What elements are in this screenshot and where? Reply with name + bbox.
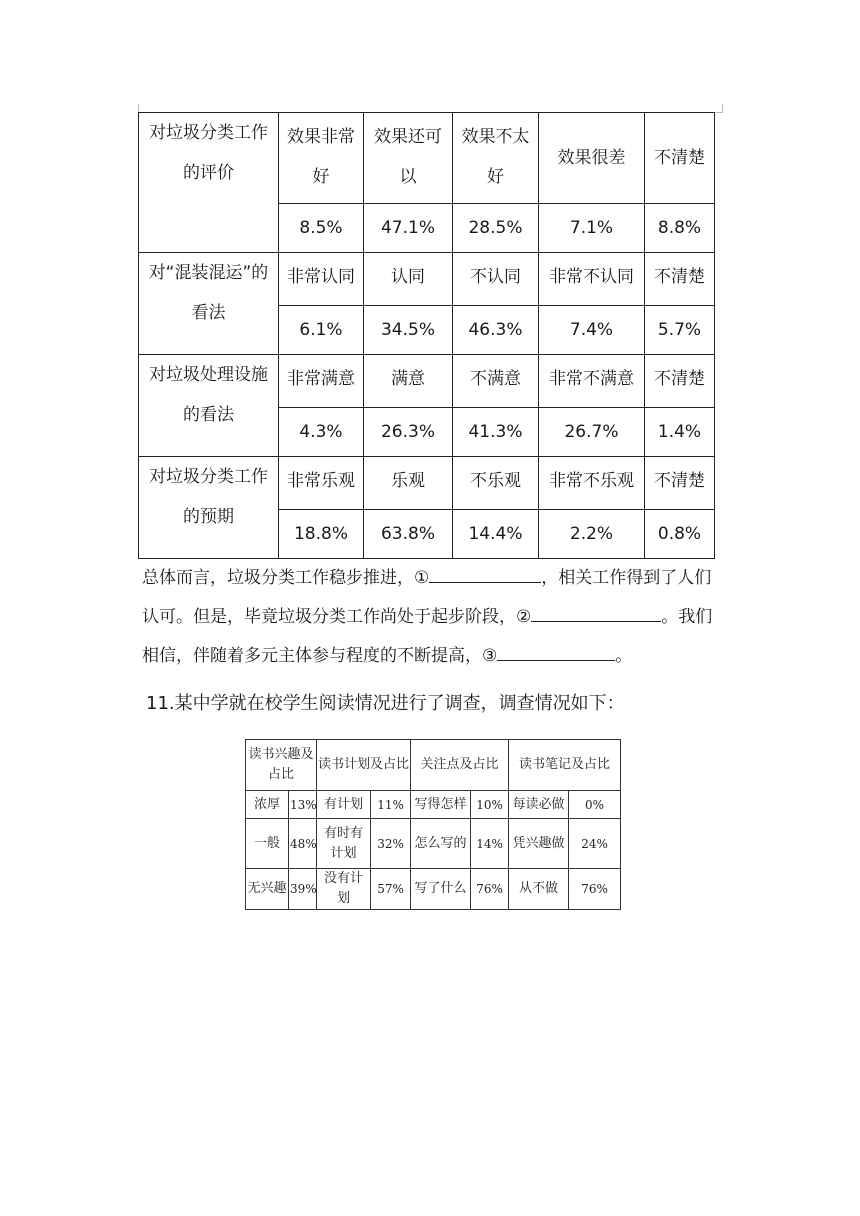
reading-cell: 凭兴趣做 (509, 819, 569, 869)
survey-option: 不清楚 (645, 457, 715, 510)
survey-value: 63.8% (364, 510, 453, 559)
survey-category: 对垃圾处理设施的看法 (139, 355, 279, 457)
reading-cell: 76% (471, 869, 509, 910)
reading-cell: 32% (371, 819, 411, 869)
survey-options-row (139, 355, 715, 408)
reading-cell: 13% (289, 791, 317, 819)
survey-option: 不认同 (453, 253, 539, 306)
survey-value: 0.8% (645, 510, 715, 559)
reading-cell: 无兴趣 (246, 869, 289, 910)
survey-option: 认同 (364, 253, 453, 306)
survey-option: 效果不太好 (453, 113, 539, 204)
survey-value: 26.3% (364, 408, 453, 457)
reading-header: 读书兴趣及占比 (246, 740, 317, 791)
survey-value: 5.7% (645, 306, 715, 355)
survey-value: 1.4% (645, 408, 715, 457)
reading-cell: 从不做 (509, 869, 569, 910)
reading-header-row (246, 740, 621, 791)
reading-cell: 每读必做 (509, 791, 569, 819)
reading-cell: 76% (569, 869, 621, 910)
reading-header: 关注点及占比 (411, 740, 509, 791)
survey-value: 7.4% (539, 306, 645, 355)
survey-option: 满意 (364, 355, 453, 408)
reading-cell: 写得怎样 (411, 791, 471, 819)
reading-cell: 10% (471, 791, 509, 819)
survey-option: 非常认同 (279, 253, 364, 306)
paragraph-text: ，相关工作得到了人们 (541, 568, 712, 588)
reading-cell: 一般 (246, 819, 289, 869)
answer-blank-3[interactable] (497, 640, 615, 661)
survey-value: 28.5% (453, 204, 539, 253)
reading-cell: 有时有计划 (317, 819, 371, 869)
paragraph-text: 。 (615, 646, 633, 666)
survey-value: 2.2% (539, 510, 645, 559)
reading-header: 读书计划及占比 (317, 740, 411, 791)
survey-value: 26.7% (539, 408, 645, 457)
survey-option: 不清楚 (645, 253, 715, 306)
reading-row (246, 869, 621, 910)
survey-option: 不满意 (453, 355, 539, 408)
survey-value: 47.1% (364, 204, 453, 253)
survey-option: 非常不认同 (539, 253, 645, 306)
survey-options-row (139, 457, 715, 510)
reading-cell: 写了什么 (411, 869, 471, 910)
survey-value: 7.1% (539, 204, 645, 253)
survey-value: 8.5% (279, 204, 364, 253)
reading-cell: 11% (371, 791, 411, 819)
survey-value: 34.5% (364, 306, 453, 355)
survey-option: 效果还可以 (364, 113, 453, 204)
survey-option: 不乐观 (453, 457, 539, 510)
garbage-survey-table (138, 112, 715, 559)
survey-value: 46.3% (453, 306, 539, 355)
answer-blank-1[interactable] (429, 562, 541, 583)
reading-cell: 57% (371, 869, 411, 910)
survey-option: 效果非常好 (279, 113, 364, 204)
reading-row (246, 819, 621, 869)
survey-category: 对垃圾分类工作的评价 (139, 113, 279, 253)
reading-cell: 14% (471, 819, 509, 869)
survey-options-row (139, 253, 715, 306)
survey-option: 非常不满意 (539, 355, 645, 408)
reading-cell: 0% (569, 791, 621, 819)
reading-survey-table (245, 739, 621, 910)
paragraph-text: 相信，伴随着多元主体参与程度的不断提高，③ (142, 646, 498, 666)
paragraph-line-2 (142, 597, 742, 637)
reading-cell: 浓厚 (246, 791, 289, 819)
reading-row (246, 791, 621, 819)
survey-value: 6.1% (279, 306, 364, 355)
question-11: 11.某中学就在校学生阅读情况进行了调查，调查情况如下： (146, 693, 625, 714)
reading-cell: 怎么写的 (411, 819, 471, 869)
reading-cell: 24% (569, 819, 621, 869)
reading-cell: 没有计划 (317, 869, 371, 910)
survey-option: 非常不乐观 (539, 457, 645, 510)
reading-cell: 有计划 (317, 791, 371, 819)
survey-value: 41.3% (453, 408, 539, 457)
survey-option: 乐观 (364, 457, 453, 510)
paragraph-text: 。我们 (661, 607, 713, 627)
survey-value: 8.8% (645, 204, 715, 253)
crop-mark-right (714, 104, 723, 113)
survey-value: 18.8% (279, 510, 364, 559)
paragraph-line-1 (142, 558, 742, 598)
answer-blank-2[interactable] (531, 601, 661, 622)
survey-option: 不清楚 (645, 355, 715, 408)
survey-value: 14.4% (453, 510, 539, 559)
reading-header: 读书笔记及占比 (509, 740, 621, 791)
survey-option: 效果很差 (539, 113, 645, 204)
paragraph-line-3 (142, 636, 742, 676)
survey-option: 非常满意 (279, 355, 364, 408)
paragraph-text: 认可。但是，毕竟垃圾分类工作尚处于起步阶段，② (142, 607, 532, 627)
paragraph-text: 总体而言，垃圾分类工作稳步推进，① (142, 568, 430, 588)
survey-category: 对“混装混运”的看法 (139, 253, 279, 355)
survey-options-row (139, 113, 715, 204)
survey-option: 不清楚 (645, 113, 715, 204)
survey-option: 非常乐观 (279, 457, 364, 510)
survey-category: 对垃圾分类工作的预期 (139, 457, 279, 559)
survey-value: 4.3% (279, 408, 364, 457)
reading-cell: 48% (289, 819, 317, 869)
reading-cell: 39% (289, 869, 317, 910)
